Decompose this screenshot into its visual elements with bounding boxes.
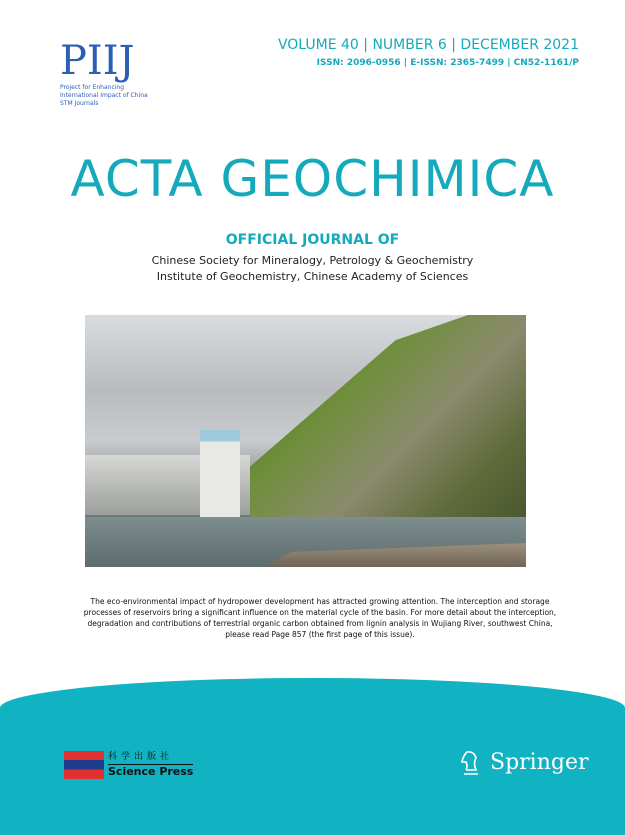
piij-logo-subtitle: Project for Enhancing International Impact of China STM Journals xyxy=(60,84,148,107)
affiliation-society: Chinese Society for Mineralogy, Petrology & Geochemistry xyxy=(151,254,474,267)
science-press-mark-icon xyxy=(64,751,104,779)
official-heading: OFFICIAL JOURNAL OF xyxy=(225,232,400,248)
piij-logo xyxy=(60,38,150,108)
cover-caption: The eco-environmental impact of hydropower development has attracted growing attention. The interception and storage processes of reservoirs bring a significant influence on the material cycle of the basin. For more detail about the interception, degradation and contributions of terrestrial organic carbon obtained from lignin analysis in Wujiang River, southwest China, please read Page 857 (the first page of this issue). xyxy=(83,597,557,639)
springer-name: Springer xyxy=(490,750,589,775)
issn-line: ISSN: 2096-0956 | E-ISSN: 2365-7499 | CN52-1161/P xyxy=(316,58,579,68)
photo-tower xyxy=(200,430,240,525)
science-press-chinese: 科学出版社 xyxy=(108,750,193,765)
affiliation-institute: Institute of Geochemistry, Chinese Academy of Sciences xyxy=(156,270,469,283)
science-press-name: Science Press xyxy=(108,765,194,778)
springer-horse-icon xyxy=(458,748,484,778)
affiliations xyxy=(0,253,625,285)
volume-line: VOLUME 40 | NUMBER 6 | DECEMBER 2021 xyxy=(277,37,579,53)
cover-photo-dam xyxy=(85,315,526,567)
science-press-logo xyxy=(64,750,193,779)
journal-title: ACTA GEOCHIMICA xyxy=(70,150,555,208)
piij-logo-letters: PIIJ xyxy=(60,38,135,84)
springer-logo xyxy=(458,748,589,778)
